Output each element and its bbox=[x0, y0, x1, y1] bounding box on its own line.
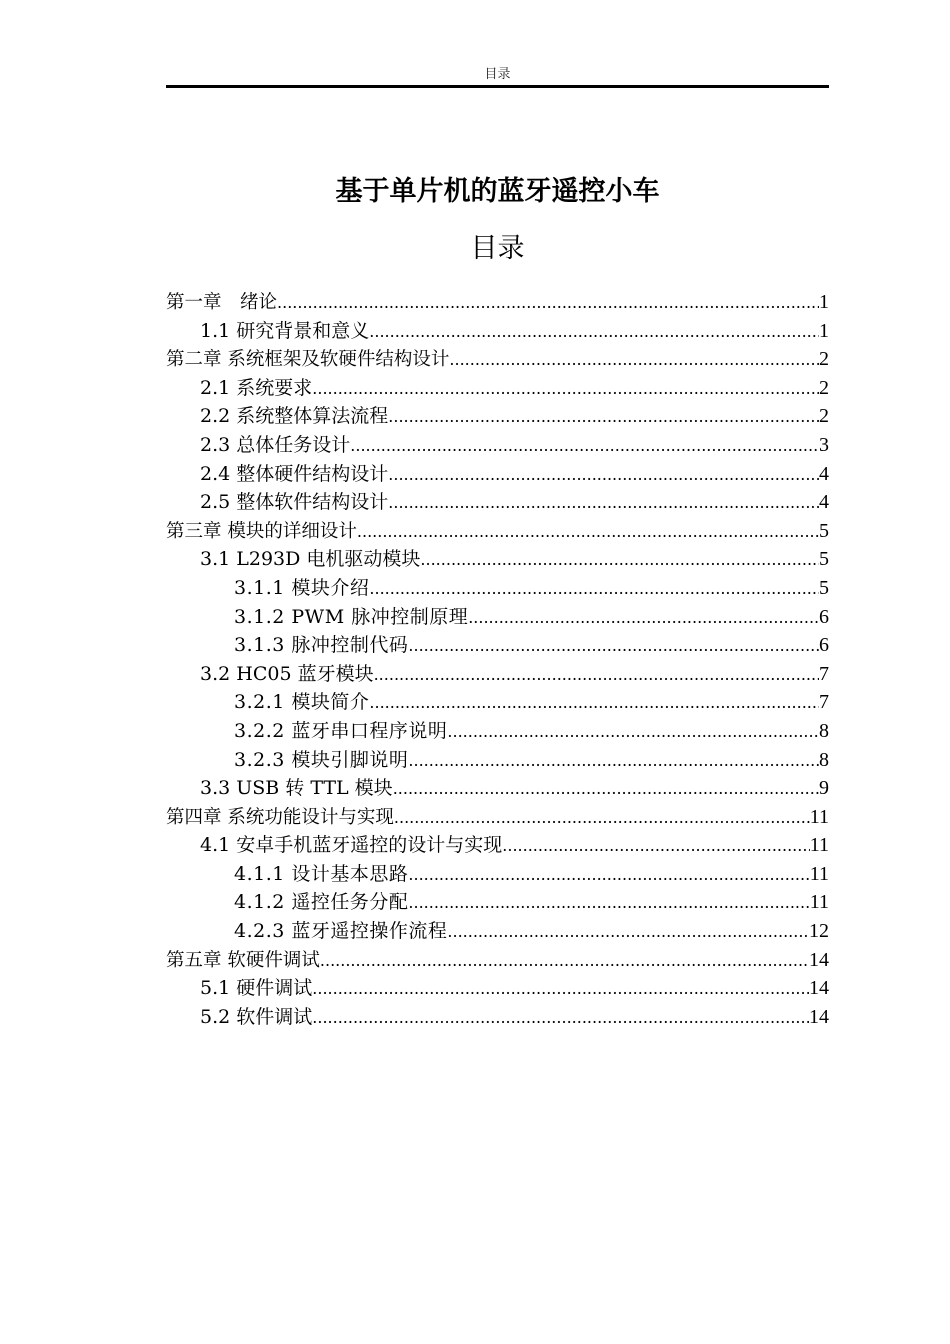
toc-leader bbox=[394, 804, 810, 832]
toc-entry[interactable] bbox=[166, 574, 829, 603]
toc-leader bbox=[369, 689, 819, 717]
toc-page-number: 2 bbox=[819, 405, 829, 428]
toc-entry-label: 3.3 USB 转 TTL 模块 bbox=[200, 777, 393, 800]
toc-page-number: 8 bbox=[819, 748, 829, 771]
toc-page-number: 2 bbox=[819, 376, 829, 399]
toc-entry-label: 第四章 系统功能设计与实现 bbox=[166, 806, 394, 828]
toc-leader bbox=[447, 918, 809, 946]
toc-entry[interactable] bbox=[166, 831, 829, 860]
toc-entry-label: 2.4 整体硬件结构设计 bbox=[200, 462, 389, 485]
toc-leader bbox=[369, 575, 819, 603]
toc-entry-label: 4.1.1 设计基本思路 bbox=[234, 862, 409, 885]
toc-entry[interactable] bbox=[166, 517, 829, 546]
toc-page-number: 1 bbox=[819, 291, 829, 313]
document-title: 基于单片机的蓝牙遥控小车 bbox=[335, 176, 660, 207]
page-header: 目录 bbox=[484, 67, 511, 82]
toc-entry-label: 2.3 总体任务设计 bbox=[200, 433, 351, 456]
toc-entry-label: 4.1 安卓手机蓝牙遥控的设计与实现 bbox=[200, 834, 503, 857]
toc-entry-label: 3.1.3 脉冲控制代码 bbox=[234, 634, 409, 657]
toc-leader bbox=[357, 518, 819, 546]
toc-page-number: 11 bbox=[809, 805, 829, 828]
toc-page-number: 11 bbox=[809, 862, 829, 885]
toc-page-number: 14 bbox=[809, 1005, 829, 1028]
toc-page-number: 3 bbox=[819, 433, 829, 456]
toc-leader bbox=[320, 947, 809, 975]
toc-leader bbox=[447, 718, 819, 746]
toc-entry[interactable] bbox=[166, 774, 829, 803]
toc-page-number: 11 bbox=[809, 834, 829, 857]
toc-entry[interactable] bbox=[166, 603, 829, 632]
toc-entry[interactable] bbox=[166, 631, 829, 660]
toc-leader bbox=[449, 346, 819, 374]
toc-entry-label: 4.2.3 蓝牙遥控操作流程 bbox=[234, 920, 448, 943]
toc-entry-label: 3.2 HC05 蓝牙模块 bbox=[200, 662, 374, 685]
table-of-contents bbox=[166, 288, 829, 1031]
toc-entry-label: 5.2 软件调试 bbox=[200, 1005, 313, 1028]
toc-leader bbox=[502, 832, 809, 860]
toc-entry[interactable] bbox=[166, 545, 829, 574]
toc-leader bbox=[408, 889, 809, 917]
toc-entry-label: 2.5 整体软件结构设计 bbox=[200, 491, 389, 514]
toc-entry[interactable] bbox=[166, 803, 829, 832]
toc-entry[interactable] bbox=[166, 746, 829, 775]
toc-entry-label: 3.1.1 模块介绍 bbox=[234, 576, 370, 599]
toc-entry-label: 2.1 系统要求 bbox=[200, 376, 313, 399]
toc-entry[interactable] bbox=[166, 431, 829, 460]
toc-entry-label: 4.1.2 遥控任务分配 bbox=[234, 891, 409, 914]
toc-entry[interactable] bbox=[166, 488, 829, 517]
toc-entry[interactable] bbox=[166, 1003, 829, 1032]
toc-page-number: 7 bbox=[819, 662, 829, 685]
toc-entry[interactable] bbox=[166, 946, 829, 975]
toc-entry[interactable] bbox=[166, 660, 829, 689]
toc-page-number: 5 bbox=[819, 576, 829, 599]
toc-leader bbox=[388, 461, 819, 489]
toc-entry[interactable] bbox=[166, 688, 829, 717]
toc-page-number: 7 bbox=[819, 691, 829, 714]
toc-leader bbox=[388, 403, 819, 431]
toc-entry[interactable] bbox=[166, 460, 829, 489]
toc-entry[interactable] bbox=[166, 974, 829, 1003]
header-rule bbox=[166, 85, 829, 88]
toc-leader bbox=[420, 546, 819, 574]
toc-leader bbox=[369, 318, 819, 346]
toc-entry[interactable] bbox=[166, 917, 829, 946]
toc-page-number: 9 bbox=[819, 777, 829, 800]
toc-entry[interactable] bbox=[166, 888, 829, 917]
toc-title: 目录 bbox=[470, 233, 525, 264]
toc-page-number: 4 bbox=[819, 491, 829, 514]
toc-leader bbox=[393, 775, 819, 803]
toc-page-number: 6 bbox=[819, 605, 829, 628]
toc-leader bbox=[312, 375, 819, 403]
toc-page-number: 11 bbox=[809, 891, 829, 914]
toc-page-number: 14 bbox=[809, 948, 829, 971]
toc-page-number: 5 bbox=[819, 548, 829, 571]
toc-entry[interactable] bbox=[166, 402, 829, 431]
toc-entry[interactable] bbox=[166, 717, 829, 746]
toc-leader bbox=[277, 289, 819, 317]
toc-entry[interactable] bbox=[166, 860, 829, 889]
toc-leader bbox=[312, 1004, 809, 1032]
toc-leader bbox=[408, 861, 809, 889]
toc-page-number: 6 bbox=[819, 634, 829, 657]
toc-page-number: 4 bbox=[819, 462, 829, 485]
toc-entry-label: 3.2.3 模块引脚说明 bbox=[234, 748, 409, 771]
toc-entry-label: 3.2.2 蓝牙串口程序说明 bbox=[234, 719, 448, 742]
toc-page-number: 12 bbox=[809, 920, 829, 943]
toc-entry-label: 第五章 软硬件调试 bbox=[166, 949, 320, 971]
toc-entry[interactable] bbox=[166, 288, 829, 317]
toc-entry[interactable] bbox=[166, 345, 829, 374]
toc-entry-label: 1.1 研究背景和意义 bbox=[200, 319, 370, 342]
toc-entry-label: 2.2 系统整体算法流程 bbox=[200, 405, 389, 428]
toc-entry-label: 第一章 绪论 bbox=[166, 292, 278, 313]
toc-page-number: 14 bbox=[809, 977, 829, 1000]
toc-leader bbox=[350, 432, 819, 460]
toc-page-number: 8 bbox=[819, 719, 829, 742]
toc-page-number: 2 bbox=[819, 348, 829, 371]
toc-leader bbox=[408, 747, 819, 775]
toc-entry-label: 5.1 硬件调试 bbox=[200, 977, 313, 1000]
toc-entry-label: 第三章 模块的详细设计 bbox=[166, 520, 357, 542]
toc-entry[interactable] bbox=[166, 317, 829, 346]
toc-page-number: 1 bbox=[819, 319, 829, 342]
toc-entry-label: 3.1 L293D 电机驱动模块 bbox=[200, 548, 421, 571]
toc-entry-label: 3.2.1 模块简介 bbox=[234, 691, 370, 714]
toc-entry-label: 3.1.2 PWM 脉冲控制原理 bbox=[234, 605, 469, 628]
toc-leader bbox=[374, 661, 819, 689]
toc-entry[interactable] bbox=[166, 374, 829, 403]
toc-leader bbox=[312, 975, 809, 1003]
toc-leader bbox=[468, 604, 819, 632]
toc-entry-label: 第二章 系统框架及软硬件结构设计 bbox=[166, 349, 450, 371]
toc-leader bbox=[388, 489, 819, 517]
toc-page-number: 5 bbox=[819, 519, 829, 542]
toc-leader bbox=[408, 632, 819, 660]
